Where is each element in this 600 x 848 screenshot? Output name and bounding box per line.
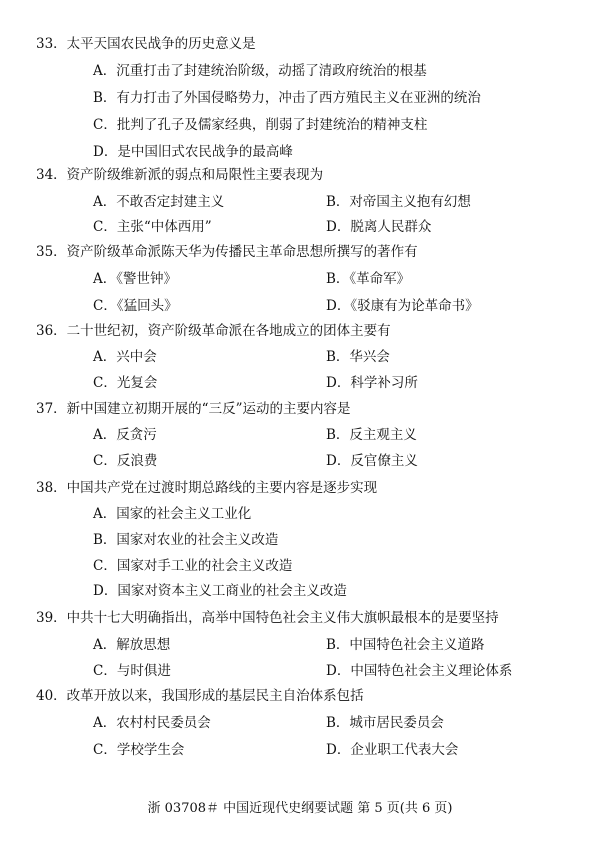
option-c: C．光复会	[93, 375, 158, 391]
option-c: C．反浪费	[93, 453, 158, 469]
option-b: B．有力打击了外国侵略势力，冲击了西方殖民主义在亚洲的统治	[93, 90, 481, 106]
option-b: B．中国特色社会主义道路	[326, 637, 485, 653]
option-c: C．与时俱进	[93, 663, 171, 679]
option-c: C．《猛回头》	[93, 298, 178, 314]
option-d: D．国家对资本主义工商业的社会主义改造	[93, 583, 347, 599]
option-c: C．学校学生会	[93, 742, 185, 758]
option-a: A．国家的社会主义工业化	[93, 506, 252, 522]
option-b: B．反主观主义	[326, 427, 417, 443]
page-footer: 浙 03708＃ 中国近现代史纲要试题 第 5 页(共 6 页)	[147, 801, 453, 816]
option-d: D．反官僚主义	[326, 453, 418, 469]
option-a: A．《警世钟》	[93, 271, 177, 287]
option-c: C．主张“中体西用”	[93, 219, 212, 235]
question-stem: 39．中共十七大明确指出，高举中国特色社会主义伟大旗帜最根本的是要坚持	[36, 610, 499, 626]
option-a: A．农村村民委员会	[93, 715, 211, 731]
question-stem: 37．新中国建立初期开展的“三反”运动的主要内容是	[36, 401, 351, 417]
option-b: B．国家对农业的社会主义改造	[93, 532, 279, 548]
question-stem: 33．太平天国农民战争的历史意义是	[36, 36, 256, 52]
question-stem: 34．资产阶级维新派的弱点和局限性主要表现为	[36, 167, 324, 183]
option-c: C．批判了孔子及儒家经典，削弱了封建统治的精神支柱	[93, 117, 428, 133]
option-d: D．脱离人民群众	[326, 219, 432, 235]
question-stem: 40．改革开放以来，我国形成的基层民主自治体系包括	[36, 688, 364, 704]
option-d: D．科学补习所	[326, 375, 418, 391]
question-stem: 38．中国共产党在过渡时期总路线的主要内容是逐步实现	[36, 480, 378, 496]
option-a: A．不敢否定封建主义	[93, 194, 225, 210]
option-b: B．《革命军》	[326, 271, 411, 287]
option-a: A．反贪污	[93, 427, 157, 443]
option-d: D．中国特色社会主义理论体系	[326, 663, 513, 679]
question-stem: 35．资产阶级革命派陈天华为传播民主革命思想所撰写的著作有	[36, 244, 418, 260]
option-a: A．兴中会	[93, 349, 157, 365]
option-d: D．是中国旧式农民战争的最高峰	[93, 144, 293, 160]
option-b: B．华兴会	[326, 349, 390, 365]
question-stem: 36．二十世纪初，资产阶级革命派在各地成立的团体主要有	[36, 323, 391, 339]
option-b: B．对帝国主义抱有幻想	[326, 194, 471, 210]
option-d: D．企业职工代表大会	[326, 742, 459, 758]
option-b: B．城市居民委员会	[326, 715, 444, 731]
option-c: C．国家对手工业的社会主义改造	[93, 558, 293, 574]
option-a: A．沉重打击了封建统治阶级，动摇了清政府统治的根基	[93, 63, 427, 79]
option-d: D．《驳康有为论革命书》	[326, 298, 479, 314]
option-a: A．解放思想	[93, 637, 171, 653]
